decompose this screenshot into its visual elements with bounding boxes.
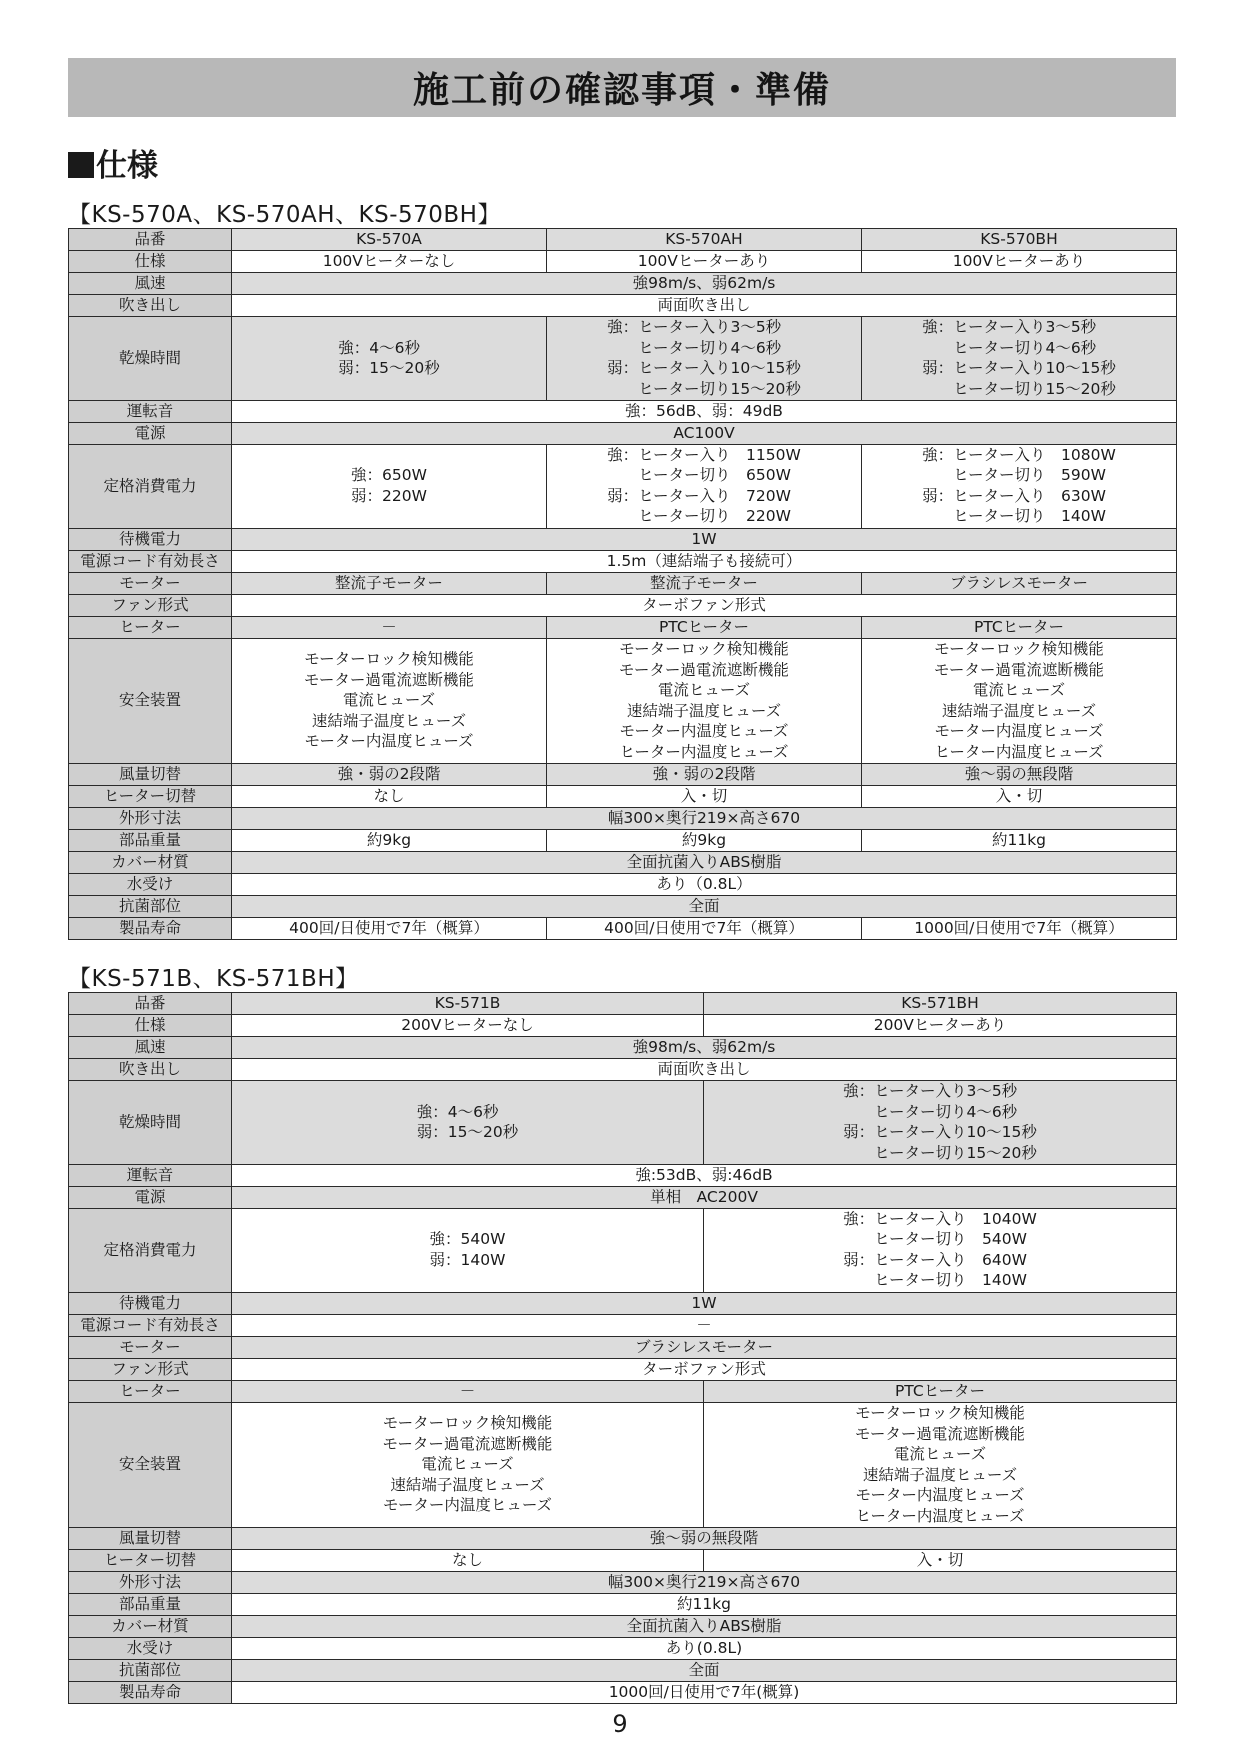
cell-value: 整流子モーター <box>547 572 862 594</box>
table-row <box>69 594 1177 616</box>
cell-value: 強～弱の無段階 <box>862 763 1177 785</box>
row-label: カバー材質 <box>69 1615 232 1637</box>
cell-value: PTCヒーター <box>862 616 1177 638</box>
cell-line: 電流ヒューズ <box>972 681 1066 699</box>
cell-line: 強：ヒーター入り 1040W <box>843 1209 1037 1228</box>
cell-line: ヒーター切り4～6秒 <box>843 1102 1018 1121</box>
cell-value: 強・弱の2段階 <box>547 763 862 785</box>
cell-value: 全面 <box>232 895 1177 917</box>
row-label: 外形寸法 <box>69 1571 232 1593</box>
table-row <box>69 444 1177 528</box>
cell-value <box>232 317 547 401</box>
cell-line: 弱：ヒーター入り10～15秒 <box>607 359 801 377</box>
cell-value: 1W <box>232 528 1177 550</box>
cell-line: 弱：ヒーター入り10～15秒 <box>922 359 1116 377</box>
cell-line: 強：ヒーター入り 1080W <box>922 445 1116 464</box>
cell-line: 強：ヒーター入り3～5秒 <box>843 1082 1018 1100</box>
cell-line: 電流ヒューズ <box>893 1445 987 1463</box>
row-label: 部品重量 <box>69 829 232 851</box>
table-row <box>69 229 1177 251</box>
cell-line: 弱：ヒーター入り 640W <box>843 1250 1027 1269</box>
row-label: 仕様 <box>69 1015 232 1037</box>
cell-line: ヒーター切り 220W <box>607 507 791 526</box>
row-label: 運転音 <box>69 400 232 422</box>
cell-value: 両面吹き出し <box>232 295 1177 317</box>
row-label: 品番 <box>69 993 232 1015</box>
cell-line: 弱：ヒーター入り10～15秒 <box>843 1123 1037 1141</box>
cell-line: 速結端子温度ヒューズ <box>862 1465 1018 1484</box>
cell-value: 200Vヒーターなし <box>232 1015 704 1037</box>
row-label: 製品寿命 <box>69 917 232 939</box>
row-label: 外形寸法 <box>69 807 232 829</box>
cell-value: 約9kg <box>547 829 862 851</box>
cell-line: ヒーター内温度ヒューズ <box>934 742 1104 761</box>
row-label: 安全装置 <box>69 1402 232 1527</box>
cell-line: 弱：15～20秒 <box>416 1123 519 1141</box>
cell-value: 強：56dB、弱：49dB <box>232 400 1177 422</box>
cell-value: 100Vヒーターあり <box>862 251 1177 273</box>
cell-line: 弱：140W <box>429 1250 506 1269</box>
table-row <box>69 1037 1177 1059</box>
table-row <box>69 572 1177 594</box>
row-label: 抗菌部位 <box>69 895 232 917</box>
cell-value <box>862 638 1177 763</box>
cell-line: モーター内温度ヒューズ <box>619 722 789 740</box>
row-label: 品番 <box>69 229 232 251</box>
row-label: 電源 <box>69 422 232 444</box>
model-name: KS-570BH <box>862 229 1177 251</box>
cell-value: なし <box>232 1549 704 1571</box>
table-row <box>69 1292 1177 1314</box>
cell-line: 強：ヒーター入り 1150W <box>607 445 801 464</box>
cell-line: 強：540W <box>429 1230 506 1249</box>
cell-value: 200Vヒーターあり <box>704 1015 1177 1037</box>
table-row <box>69 1186 1177 1208</box>
row-label: 部品重量 <box>69 1593 232 1615</box>
row-label: 製品寿命 <box>69 1681 232 1703</box>
cell-value <box>547 317 862 401</box>
cell-value: 1.5m（連結端子も接続可） <box>232 550 1177 572</box>
row-label: 風速 <box>69 1037 232 1059</box>
cell-value: 100Vヒーターあり <box>547 251 862 273</box>
cell-line: 強：ヒーター入り3～5秒 <box>607 318 782 336</box>
cell-line: ヒーター切り4～6秒 <box>607 338 782 357</box>
row-label: 吹き出し <box>69 1059 232 1081</box>
cell-value: ターボファン形式 <box>232 594 1177 616</box>
cell-line: 弱：ヒーター入り 630W <box>922 486 1106 505</box>
cell-value: 強98m/s、弱62m/s <box>232 1037 1177 1059</box>
table-row <box>69 1571 1177 1593</box>
cell-value: 入・切 <box>547 785 862 807</box>
model-name: KS-571B <box>232 993 704 1015</box>
cell-value <box>862 317 1177 401</box>
page-number: 9 <box>612 1710 628 1738</box>
cell-value: 400回/日使用で7年（概算） <box>547 917 862 939</box>
row-label: 乾燥時間 <box>69 317 232 401</box>
row-label: 電源コード有効長さ <box>69 1314 232 1336</box>
section-title-text: 仕様 <box>96 148 158 184</box>
cell-value <box>232 444 547 528</box>
table-row <box>69 1164 1177 1186</box>
cell-value: 400回/日使用で7年（概算） <box>232 917 547 939</box>
table1-title: 【KS-570A、KS-570AH、KS-570BH】 <box>68 202 501 228</box>
table-row <box>69 1380 1177 1402</box>
cell-line: モーター過電流遮断機能 <box>304 670 474 689</box>
page-title: 施工前の確認事項・準備 <box>412 70 831 111</box>
cell-value: 全面 <box>232 1659 1177 1681</box>
cell-value: 全面抗菌入りABS樹脂 <box>232 1615 1177 1637</box>
cell-line: モーターロック検知機能 <box>619 640 789 658</box>
cell-value: 約11kg <box>232 1593 1177 1615</box>
cell-value: 入・切 <box>704 1549 1177 1571</box>
table-row <box>69 251 1177 273</box>
spec-table-ks571 <box>68 992 1177 1704</box>
cell-line: 速結端子温度ヒューズ <box>626 701 782 720</box>
cell-value: PTCヒーター <box>547 616 862 638</box>
cell-value <box>547 444 862 528</box>
cell-value: － <box>232 1380 704 1402</box>
table-row <box>69 1593 1177 1615</box>
row-label: モーター <box>69 572 232 594</box>
cell-line: 強：650W <box>351 466 427 485</box>
table-row <box>69 873 1177 895</box>
cell-line: モーターロック検知機能 <box>382 1414 553 1433</box>
table-row <box>69 1059 1177 1081</box>
cell-line: ヒーター切り15～20秒 <box>607 379 801 398</box>
cell-value: 幅300×奥行219×高さ670 <box>232 807 1177 829</box>
cell-line: 電流ヒューズ <box>342 691 436 710</box>
cell-line: モーター過電流遮断機能 <box>619 660 789 679</box>
table-row <box>69 422 1177 444</box>
cell-value: 100Vヒーターなし <box>232 251 547 273</box>
table-row <box>69 1549 1177 1571</box>
table-row <box>69 1637 1177 1659</box>
cell-line: ヒーター切り 590W <box>922 466 1106 485</box>
row-label: 定格消費電力 <box>69 444 232 528</box>
table-row <box>69 638 1177 763</box>
cell-value: 入・切 <box>862 785 1177 807</box>
row-label: 仕様 <box>69 251 232 273</box>
cell-line: ヒーター内温度ヒューズ <box>855 1506 1025 1525</box>
model-name: KS-571BH <box>704 993 1177 1015</box>
table-row <box>69 895 1177 917</box>
cell-value <box>232 1081 704 1165</box>
table-row <box>69 317 1177 401</box>
table-row <box>69 1615 1177 1637</box>
cell-line: 電流ヒューズ <box>421 1455 514 1474</box>
cell-value: 幅300×奥行219×高さ670 <box>232 1571 1177 1593</box>
cell-value: 1W <box>232 1292 1177 1314</box>
table-row <box>69 829 1177 851</box>
cell-value: － <box>232 1314 1177 1336</box>
cell-line: 電流ヒューズ <box>657 681 751 699</box>
table-row <box>69 993 1177 1015</box>
cell-line: モーター過電流遮断機能 <box>855 1424 1025 1443</box>
cell-line: モーターロック検知機能 <box>934 640 1104 658</box>
row-label: 吹き出し <box>69 295 232 317</box>
cell-value <box>547 638 862 763</box>
table-row <box>69 785 1177 807</box>
table-row <box>69 550 1177 572</box>
table-row <box>69 917 1177 939</box>
cell-value <box>704 1208 1177 1292</box>
spec-table-ks570 <box>68 228 1177 940</box>
cell-line: モーターロック検知機能 <box>304 650 474 669</box>
row-label: 定格消費電力 <box>69 1208 232 1292</box>
cell-line: モーター内温度ヒューズ <box>382 1496 553 1515</box>
cell-line: 速結端子温度ヒューズ <box>311 711 467 730</box>
cell-line: 速結端子温度ヒューズ <box>941 701 1097 720</box>
cell-line: ヒーター切り15～20秒 <box>843 1143 1037 1162</box>
table-row <box>69 1336 1177 1358</box>
row-label: 水受け <box>69 1637 232 1659</box>
row-label: モーター <box>69 1336 232 1358</box>
row-label: ヒーター切替 <box>69 1549 232 1571</box>
cell-line: モーター過電流遮断機能 <box>934 660 1104 679</box>
table-row <box>69 1659 1177 1681</box>
header-bar <box>68 58 1176 117</box>
table-row <box>69 1314 1177 1336</box>
table-row <box>69 1527 1177 1549</box>
cell-line: ヒーター切り 140W <box>843 1271 1027 1290</box>
model-name: KS-570AH <box>547 229 862 251</box>
row-label: ヒーター <box>69 1380 232 1402</box>
row-label: 待機電力 <box>69 1292 232 1314</box>
cell-line: モーター内温度ヒューズ <box>304 732 474 751</box>
cell-line: ヒーター切り4～6秒 <box>922 338 1097 357</box>
cell-value: なし <box>232 785 547 807</box>
table2-title: 【KS-571B、KS-571BH】 <box>68 966 359 992</box>
cell-line: 強：4～6秒 <box>338 338 420 357</box>
table-row <box>69 1015 1177 1037</box>
model-name: KS-570A <box>232 229 547 251</box>
cell-value: あり(0.8L) <box>232 1637 1177 1659</box>
table-row <box>69 1208 1177 1292</box>
table-row <box>69 400 1177 422</box>
row-label: ヒーター <box>69 616 232 638</box>
row-label: ファン形式 <box>69 594 232 616</box>
cell-line: 速結端子温度ヒューズ <box>390 1475 545 1494</box>
cell-line: 弱：ヒーター入り 720W <box>607 486 791 505</box>
table-row <box>69 273 1177 295</box>
cell-value: あり（0.8L） <box>232 873 1177 895</box>
row-label: 電源 <box>69 1186 232 1208</box>
table-row <box>69 763 1177 785</box>
table-row <box>69 616 1177 638</box>
row-label: ヒーター切替 <box>69 785 232 807</box>
cell-value: 強・弱の2段階 <box>232 763 547 785</box>
cell-line: ヒーター切り 540W <box>843 1230 1027 1249</box>
table-row <box>69 851 1177 873</box>
cell-value: PTCヒーター <box>704 1380 1177 1402</box>
cell-value <box>232 1402 704 1527</box>
row-label: 運転音 <box>69 1164 232 1186</box>
cell-value: ブラシレスモーター <box>232 1336 1177 1358</box>
table-row <box>69 1081 1177 1165</box>
cell-value: 1000回/日使用で7年(概算) <box>232 1681 1177 1703</box>
cell-line: 強：4～6秒 <box>416 1102 499 1121</box>
cell-line: ヒーター切り 140W <box>922 507 1106 526</box>
cell-value: － <box>232 616 547 638</box>
cell-value <box>232 638 547 763</box>
cell-value: 強:53dB、弱:46dB <box>232 1164 1177 1186</box>
table-row <box>69 1681 1177 1703</box>
cell-value <box>232 1208 704 1292</box>
cell-line: モーター内温度ヒューズ <box>934 722 1104 740</box>
cell-value: 全面抗菌入りABS樹脂 <box>232 851 1177 873</box>
cell-value <box>704 1402 1177 1527</box>
cell-value: 整流子モーター <box>232 572 547 594</box>
row-label: 安全装置 <box>69 638 232 763</box>
cell-value: 1000回/日使用で7年（概算） <box>862 917 1177 939</box>
cell-value: 約11kg <box>862 829 1177 851</box>
row-label: 水受け <box>69 873 232 895</box>
row-label: 風量切替 <box>69 763 232 785</box>
table-row <box>69 1402 1177 1527</box>
row-label: 乾燥時間 <box>69 1081 232 1165</box>
cell-value: 強～弱の無段階 <box>232 1527 1177 1549</box>
table-row <box>69 807 1177 829</box>
square-bullet-icon <box>68 152 94 178</box>
cell-value: 約9kg <box>232 829 547 851</box>
row-label: 風量切替 <box>69 1527 232 1549</box>
cell-line: 強：ヒーター入り3～5秒 <box>922 318 1097 336</box>
row-label: 電源コード有効長さ <box>69 550 232 572</box>
cell-line: 弱：220W <box>351 486 427 505</box>
cell-value <box>862 444 1177 528</box>
cell-line: ヒーター切り15～20秒 <box>922 379 1116 398</box>
section-title <box>68 140 158 185</box>
row-label: 待機電力 <box>69 528 232 550</box>
table-row <box>69 295 1177 317</box>
cell-value <box>704 1081 1177 1165</box>
cell-value: ターボファン形式 <box>232 1358 1177 1380</box>
cell-value: 強98m/s、弱62m/s <box>232 273 1177 295</box>
row-label: 抗菌部位 <box>69 1659 232 1681</box>
row-label: 風速 <box>69 273 232 295</box>
cell-line: 弱：15～20秒 <box>338 359 440 377</box>
cell-value: 単相 AC200V <box>232 1186 1177 1208</box>
row-label: カバー材質 <box>69 851 232 873</box>
cell-value: 両面吹き出し <box>232 1059 1177 1081</box>
table-row <box>69 528 1177 550</box>
cell-value: ブラシレスモーター <box>862 572 1177 594</box>
row-label: ファン形式 <box>69 1358 232 1380</box>
cell-line: ヒーター内温度ヒューズ <box>619 742 789 761</box>
cell-line: ヒーター切り 650W <box>607 466 791 485</box>
cell-line: モーター内温度ヒューズ <box>855 1486 1025 1504</box>
cell-line: モーター過電流遮断機能 <box>382 1434 553 1453</box>
cell-value: AC100V <box>232 422 1177 444</box>
table-row <box>69 1358 1177 1380</box>
cell-line: モーターロック検知機能 <box>855 1404 1025 1422</box>
